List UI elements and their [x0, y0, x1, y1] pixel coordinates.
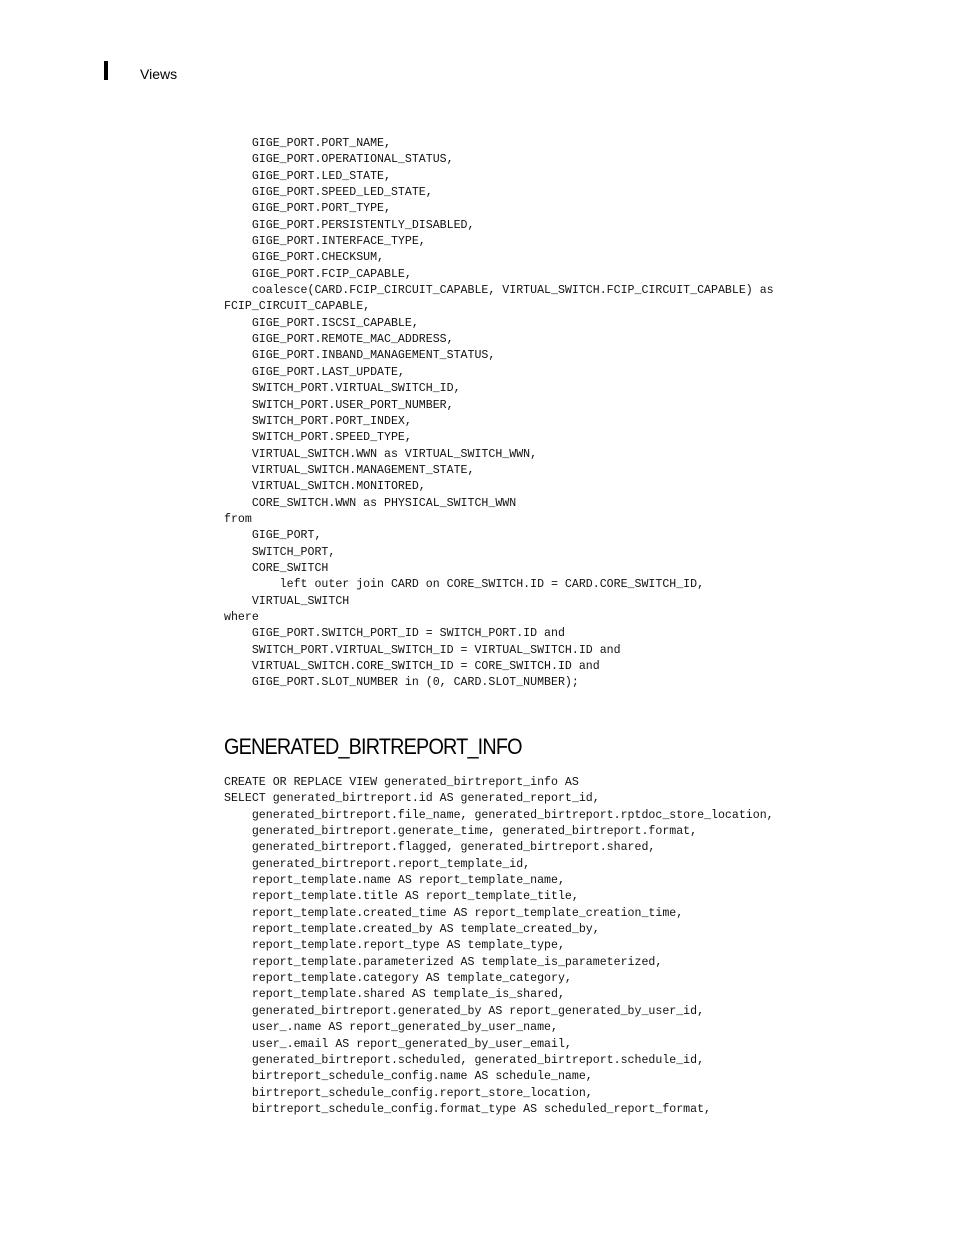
- section-heading: GENERATED_BIRTREPORT_INFO: [224, 734, 522, 759]
- running-header-section-label: Views: [140, 66, 178, 82]
- header-rule-bar: [104, 61, 108, 80]
- sql-code-block-gige-port-view: GIGE_PORT.PORT_NAME, GIGE_PORT.OPERATIONAL_STATUS, GIGE_PORT.LED_STATE, GIGE_PORT.SPEED_LED_STATE, GIGE_PORT.PORT_TYPE, GIGE_PORT.PERSISTENTLY_DISABLED, GIGE_PORT.INTERFACE_TYPE, GIGE_PORT.CHECKSUM, GIGE_PORT.FCIP_CAPABLE, coalesce(CARD.FCIP_CIRCUIT_CAPABLE, VIRTUAL_SWITCH.FCIP_CIRCUIT_CAPABLE) as FCIP_CIRCUIT_CAPABLE, GIGE_PORT.ISCSI_CAPABLE, GIGE_PORT.REMOTE_MAC_ADDRESS, GIGE_PORT.INBAND_MANAGEMENT_STATUS, GIGE_PORT.LAST_UPDATE, SWITCH_PORT.VIRTUAL_SWITCH_ID, SWITCH_PORT.USER_PORT_NUMBER, SWITCH_PORT.PORT_INDEX, SWITCH_PORT.SPEED_TYPE, VIRTUAL_SWITCH.WWN as VIRTUAL_SWITCH_WWN, VIRTUAL_SWITCH.MANAGEMENT_STATE, VIRTUAL_SWITCH.MONITORED, CORE_SWITCH.WWN as PHYSICAL_SWITCH_WWN from GIGE_PORT, SWITCH_PORT, CORE_SWITCH left outer join CARD on CORE_SWITCH.ID = CARD.CORE_SWITCH_ID, VIRTUAL_SWITCH where GIGE_PORT.SWITCH_PORT_ID = SWITCH_PORT.ID and SWITCH_PORT.VIRTUAL_SWITCH_ID = VIRTUAL_SWITCH.ID and VIRTUAL_SWITCH.CORE_SWITCH_ID = CORE_SWITCH.ID and GIGE_PORT.SLOT_NUMBER in (0, CARD.SLOT_NUMBER);: [224, 137, 774, 690]
- sql-code-block-generated-birtreport-info: CREATE OR REPLACE VIEW generated_birtreport_info AS SELECT generated_birtreport.id AS generated_report_id, generated_birtreport.file_name, generated_birtreport.rptdoc_store_location, generated_birtreport.generate_time, generated_birtreport.format, generated_birtreport.flagged, generated_birtreport.shared, generated_birtreport.report_template_id, report_template.name AS report_template_name, report_template.title AS report_template_title, report_template.created_time AS report_template_creation_time, report_template.created_by AS template_created_by, report_template.report_type AS template_type, report_template.parameterized AS template_is_parameterized, report_template.category AS template_category, report_template.shared AS template_is_shared, generated_birtreport.generated_by AS report_generated_by_user_id, user_.name AS report_generated_by_user_name, user_.email AS report_generated_by_user_email, generated_birtreport.scheduled, generated_birtreport.schedule_id, birtreport_schedule_config.name AS schedule_name, birtreport_schedule_config.report_store_location, birtreport_schedule_config.format_type AS scheduled_report_format,: [224, 776, 774, 1116]
